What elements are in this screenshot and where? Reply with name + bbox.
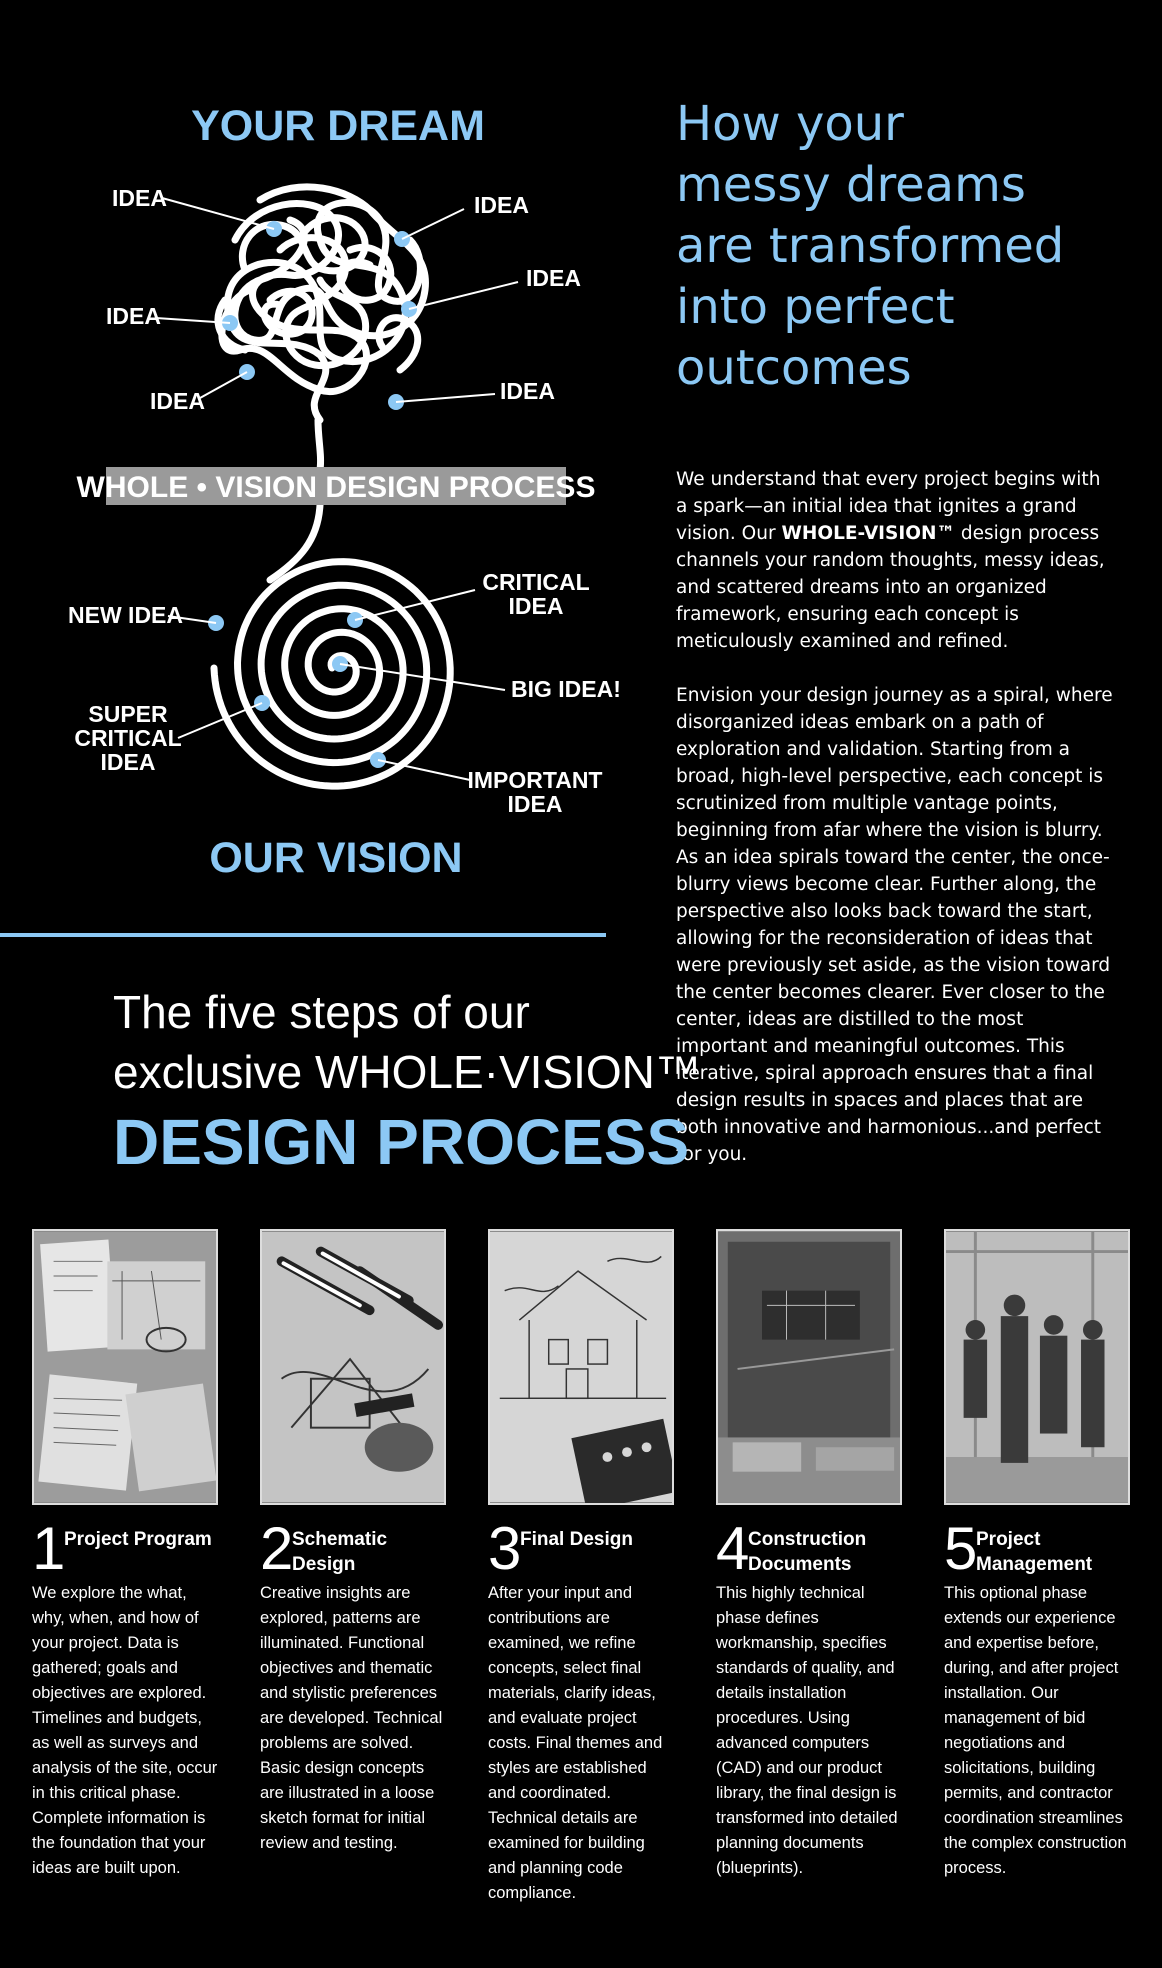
section-divider bbox=[0, 933, 606, 937]
step-4 bbox=[716, 1229, 902, 1881]
your-dream-label: YOUR DREAM bbox=[191, 102, 485, 150]
step-5-photo bbox=[944, 1229, 1130, 1505]
idea-label-5: IDEA bbox=[150, 388, 205, 414]
step-2-title: Schematic Design bbox=[292, 1529, 388, 1575]
step-1-title-row bbox=[32, 1515, 218, 1585]
step-1-number: 1 bbox=[32, 1515, 66, 1582]
dream-to-vision-diagram bbox=[0, 0, 640, 900]
step-4-number: 4 bbox=[716, 1515, 750, 1582]
step-5-description: This optional phase extends our experience and expertise before, during, and after project installation. Our management of bid negotiations and solicitations, building permits, and contractor coordination streamlines the complex construction process. bbox=[944, 1584, 1127, 1877]
headline-line-3: are transformed bbox=[676, 218, 1065, 274]
process-banner-text: WHOLE • VISION DESIGN PROCESS bbox=[76, 471, 596, 504]
step-3-photo bbox=[488, 1229, 674, 1505]
step-1-photo bbox=[32, 1229, 218, 1505]
step-3 bbox=[488, 1229, 674, 1906]
step-1-title: Project Program bbox=[64, 1529, 212, 1550]
step-4-title-row bbox=[716, 1515, 902, 1585]
step-5 bbox=[944, 1229, 1130, 1881]
project-program-image bbox=[34, 1231, 216, 1503]
idea-label-6: IDEA bbox=[500, 378, 555, 404]
intro-p1-text-a: We understand that every project begins with a spark—an initial idea that ignites a grand vision. Our bbox=[676, 469, 1101, 544]
step-3-title-row bbox=[488, 1515, 674, 1585]
intro-p1-text-b: design process channels your random thoughts, messy ideas, and scattered dreams into an organized framework, ensuring each concept is meticulously examined and refined. bbox=[676, 523, 1105, 652]
scribble-graphic bbox=[218, 187, 426, 580]
five-steps-heading bbox=[113, 982, 701, 1182]
idea-label-3: IDEA bbox=[526, 265, 581, 291]
big-idea-label: BIG IDEA! bbox=[511, 676, 621, 702]
step-3-description: After your input and contributions are examined, we refine concepts, select final materials, clarify ideas, and evaluate project costs. Final themes and styles are established and coordinated. Technical details are examined for building and planning code compliance. bbox=[488, 1584, 663, 1902]
super-critical-label-1: SUPER bbox=[88, 701, 168, 727]
critical-idea-label-2: IDEA bbox=[508, 593, 564, 619]
idea-label-2: IDEA bbox=[474, 192, 529, 218]
intro-body bbox=[676, 466, 1116, 1195]
step-4-photo bbox=[716, 1229, 902, 1505]
super-critical-label-3: IDEA bbox=[100, 749, 156, 775]
idea-label-4: IDEA bbox=[106, 303, 161, 329]
steps-heading-line-3: DESIGN PROCESS bbox=[113, 1106, 690, 1178]
our-vision-label: OUR VISION bbox=[209, 834, 463, 882]
final-design-image bbox=[490, 1231, 672, 1503]
step-2-description: Creative insights are explored, patterns are illuminated. Functional objectives and thematic and stylistic preferences are developed. Technical problems are solved. Basic design concepts are illustrated in a loose sketch format for initial review and testing. bbox=[260, 1584, 443, 1852]
step-4-title: Construction Documents bbox=[748, 1529, 867, 1575]
step-4-description: This highly technical phase defines workmanship, specifies standards of quality, and details installation procedures. Using advanced computers (CAD) and our product library, the final design is transformed into detailed planning documents (blueprints). bbox=[716, 1584, 898, 1877]
diagram-svg bbox=[0, 0, 640, 900]
step-2-number: 2 bbox=[260, 1515, 294, 1582]
step-3-number: 3 bbox=[488, 1515, 522, 1582]
intro-paragraph-2: Envision your design journey as a spiral, where disorganized ideas embark on a path of exploration and validation. Starting from a broad, high-level perspective, each concept is scrutinized from multiple vantage points, beginning from afar where the vision is blurry. As an idea spirals toward the center, the once-blurry views become clear. Further along, the perspective also looks back toward the start, allowing for the reconsideration of ideas that were previously set aside, as the vision toward the center becomes clearer. Ever closer to the center, ideas are distilled to the most important and meaningful outcomes. This iterative, spiral approach ensures that a final design results in spaces and places that are both innovative and harmonious...and perfect for you. bbox=[676, 685, 1113, 1165]
step-5-number: 5 bbox=[944, 1515, 978, 1582]
step-2-title-row bbox=[260, 1515, 446, 1585]
super-critical-label-2: CRITICAL bbox=[74, 725, 182, 751]
whole-vision-trademark: WHOLE-VISION™ bbox=[781, 523, 955, 544]
step-5-title: Project Management bbox=[976, 1529, 1093, 1575]
headline-line-2: messy dreams bbox=[676, 157, 1026, 213]
step-2-photo bbox=[260, 1229, 446, 1505]
important-idea-label-2: IDEA bbox=[507, 791, 563, 817]
new-idea-label: NEW IDEA bbox=[68, 602, 183, 628]
headline-line-5: outcomes bbox=[676, 340, 912, 396]
step-1-description: We explore the what, why, when, and how of your project. Data is gathered; goals and objectives are explored. Timelines and budgets, as well as surveys and analysis of the site, occur in this critical phase. Complete information is the foundation that your ideas are built upon. bbox=[32, 1584, 218, 1877]
construction-documents-image bbox=[718, 1231, 900, 1503]
steps-heading-line-2: exclusive WHOLE·VISION™ bbox=[113, 1046, 701, 1098]
important-idea-label-1: IMPORTANT bbox=[467, 767, 603, 793]
intro-paragraph-1 bbox=[676, 466, 1116, 655]
step-1 bbox=[32, 1229, 218, 1881]
step-5-title-row bbox=[944, 1515, 1130, 1585]
headline-line-4: into perfect bbox=[676, 279, 955, 335]
headline bbox=[676, 94, 1116, 399]
spiral-graphic bbox=[214, 562, 450, 787]
step-3-title: Final Design bbox=[520, 1529, 633, 1550]
steps-heading-line-1: The five steps of our bbox=[113, 986, 530, 1038]
critical-idea-label-1: CRITICAL bbox=[482, 569, 590, 595]
project-management-image bbox=[946, 1231, 1128, 1503]
step-2 bbox=[260, 1229, 446, 1856]
headline-line-1: How your bbox=[676, 96, 904, 152]
idea-label-1: IDEA bbox=[112, 185, 167, 211]
schematic-design-image bbox=[262, 1231, 444, 1503]
